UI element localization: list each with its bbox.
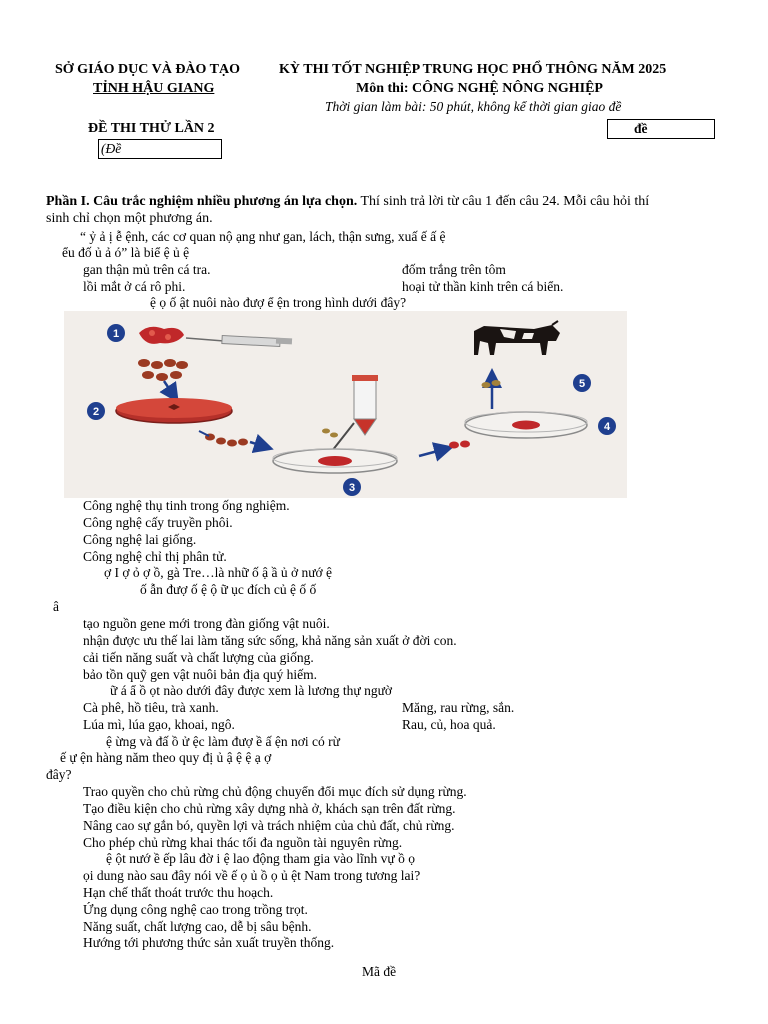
part1-title: Phần I. Câu trắc nghiệm nhiều phương án lựa chọn.	[46, 194, 358, 209]
step-badge-4	[598, 417, 616, 435]
q5-option-b: Tạo điều kiện cho chủ rừng xây dựng nhà ở, khách sạn trên đất rừng.	[83, 801, 456, 816]
part1-intro-2: sinh chỉ chọn một phương án.	[46, 211, 213, 226]
q4-option-a: Cà phê, hồ tiêu, trà xanh.	[83, 700, 219, 715]
q6-stem-2: ọi dung nào sau đây nói về ế ọ ủ ồ ọ ủ ệt Nam trong tương lai?	[83, 868, 421, 883]
q3-stem-3: â	[53, 599, 59, 614]
embryo-cluster	[205, 434, 248, 447]
q4-option-c: Lúa mì, lúa gạo, khoai, ngô.	[83, 717, 235, 732]
q2-option-c: Công nghệ lai giống.	[83, 532, 197, 547]
part1-heading	[46, 194, 649, 210]
department-name: SỞ GIÁO DỤC VÀ ĐÀO TẠO	[55, 62, 241, 77]
time-allowed: Thời gian làm bài: 50 phút, không kể thời gian giao đề	[325, 99, 622, 114]
step-badge-3	[343, 478, 361, 496]
q1-option-a: gan thận mủ trên cá tra.	[83, 262, 211, 277]
q1-option-d: hoại tử thần kinh trên cá biển.	[402, 279, 564, 294]
step-badge-1	[107, 324, 125, 342]
q3-option-a: tạo nguồn gene mới trong đàn giống vật nuôi.	[83, 616, 330, 631]
province-name: TỈNH HẬU GIANG	[93, 81, 215, 96]
q2-option-d: Công nghệ chỉ thị phân tử.	[83, 549, 227, 564]
q5-stem-3: đây?	[46, 767, 72, 782]
step-label-3: 3	[348, 482, 356, 494]
q1-option-c: lồi mắt ở cá rô phi.	[83, 279, 186, 294]
q6-stem-1: ệ ột nướ ề ếp lâu đờ i ệ lao động tham gia vào lĩnh vự ồ ọ	[106, 851, 415, 866]
q5-option-d: Cho phép chủ rừng khai thác tối đa nguồn tài nguyên rừng.	[83, 835, 403, 850]
pipette	[322, 423, 354, 451]
centrifuge-tube	[352, 375, 378, 435]
donor-tissue	[139, 327, 184, 344]
culture-dish-3	[273, 449, 397, 473]
q6-option-d: Hướng tới phương thức sản xuất truyền thống.	[83, 935, 335, 950]
subject-title: Môn thi: CÔNG NGHỆ NÔNG NGHIỆP	[356, 81, 603, 96]
step-label-1: 1	[112, 328, 120, 340]
embryo-pair	[449, 441, 470, 449]
q4-option-d: Rau, củ, hoa quả.	[402, 717, 496, 732]
q3-option-b: nhận được ưu thế lai làm tăng sức sống, khả năng sản xuất ở đời con.	[83, 633, 457, 648]
embryo-transfer-illustration	[64, 311, 627, 498]
oocyte-cluster	[138, 359, 188, 381]
q2-option-a: Công nghệ thụ tinh trong ống nghiệm.	[83, 498, 290, 513]
q6-option-a: Hạn chế thất thoát trước thu hoạch.	[83, 885, 274, 900]
exam-label: ĐỀ THI THỬ LẦN 2	[88, 121, 215, 136]
code-box-left	[98, 139, 222, 159]
culture-dish-4	[465, 412, 587, 438]
q6-option-c: Năng suất, chất lượng cao, dễ bị sâu bệnh.	[83, 919, 312, 934]
step-badge-5	[573, 374, 591, 392]
q2-option-b: Công nghệ cấy truyền phôi.	[83, 515, 233, 530]
code-box-right	[607, 119, 715, 139]
q3-option-c: cải tiến năng suất và chất lượng của giống.	[83, 650, 314, 665]
q3-stem-1: ợ I ợ ỏ ợ ồ, gà Tre…là nhữ ố ậ ầ ủ ở nướ ệ	[104, 565, 333, 580]
q5-stem-1: ệ ừng và đấ ồ ử ệc làm đượ ề ấ ện nơi có rừ	[106, 734, 340, 749]
q5-option-c: Nâng cao sự gắn bó, quyền lợi và trách nhiệm của chủ đất, chủ rừng.	[83, 818, 455, 833]
embryo-transfer-figure	[64, 311, 627, 498]
q1-stem-2: ểu đố ủ ả ó” là biể ệ ủ ệ	[62, 245, 190, 260]
code-box-right-text: đề	[634, 121, 648, 136]
q4-stem: ữ á ẩ ồ ọt nào dưới đây được xem là lương thự ngườ	[110, 683, 393, 698]
step-label-5: 5	[578, 378, 586, 390]
culture-dish-2	[116, 398, 232, 423]
step-label-2: 2	[92, 406, 100, 418]
exam-title: KỲ THI TỐT NGHIỆP TRUNG HỌC PHỔ THÔNG NĂM 2025	[279, 62, 667, 77]
q1-stem-1: “ ỷ ả ị ễ ệnh, các cơ quan nộ ạng như gan, lách, thận sưng, xuấ ế ấ ệ	[80, 229, 446, 244]
q4-option-b: Măng, rau rừng, sắn.	[402, 700, 515, 715]
q1-option-b: đốm trắng trên tôm	[402, 262, 506, 277]
q5-option-a: Trao quyền cho chủ rừng chủ động chuyển đổi mục đích sử dụng rừng.	[83, 784, 467, 799]
syringe	[186, 335, 292, 346]
step-label-4: 4	[603, 421, 611, 433]
step-badge-2	[87, 402, 105, 420]
q2-stem: ệ ọ ố ật nuôi nào đượ ể ện trong hình dưới đây?	[150, 295, 407, 310]
q6-option-b: Ứng dụng công nghệ cao trong trồng trọt.	[83, 902, 308, 917]
q3-option-d: bảo tồn quỹ gen vật nuôi bản địa quý hiếm.	[83, 667, 317, 682]
part1-intro: Thí sinh trả lời từ câu 1 đến câu 24. Mỗi câu hỏi thí	[357, 194, 650, 209]
q3-stem-2: ố ẫn đượ ố ệ ộ ữ ục đích củ ệ ố ố	[140, 582, 317, 597]
footer-code-label: Mã đề	[362, 964, 397, 979]
recipient-cow	[474, 321, 560, 355]
code-box-left-text: (Đề	[101, 141, 122, 156]
q5-stem-2: ế ự ện hàng năm theo quy đị ủ ậ ệ ệ ạ ợ	[60, 750, 272, 765]
